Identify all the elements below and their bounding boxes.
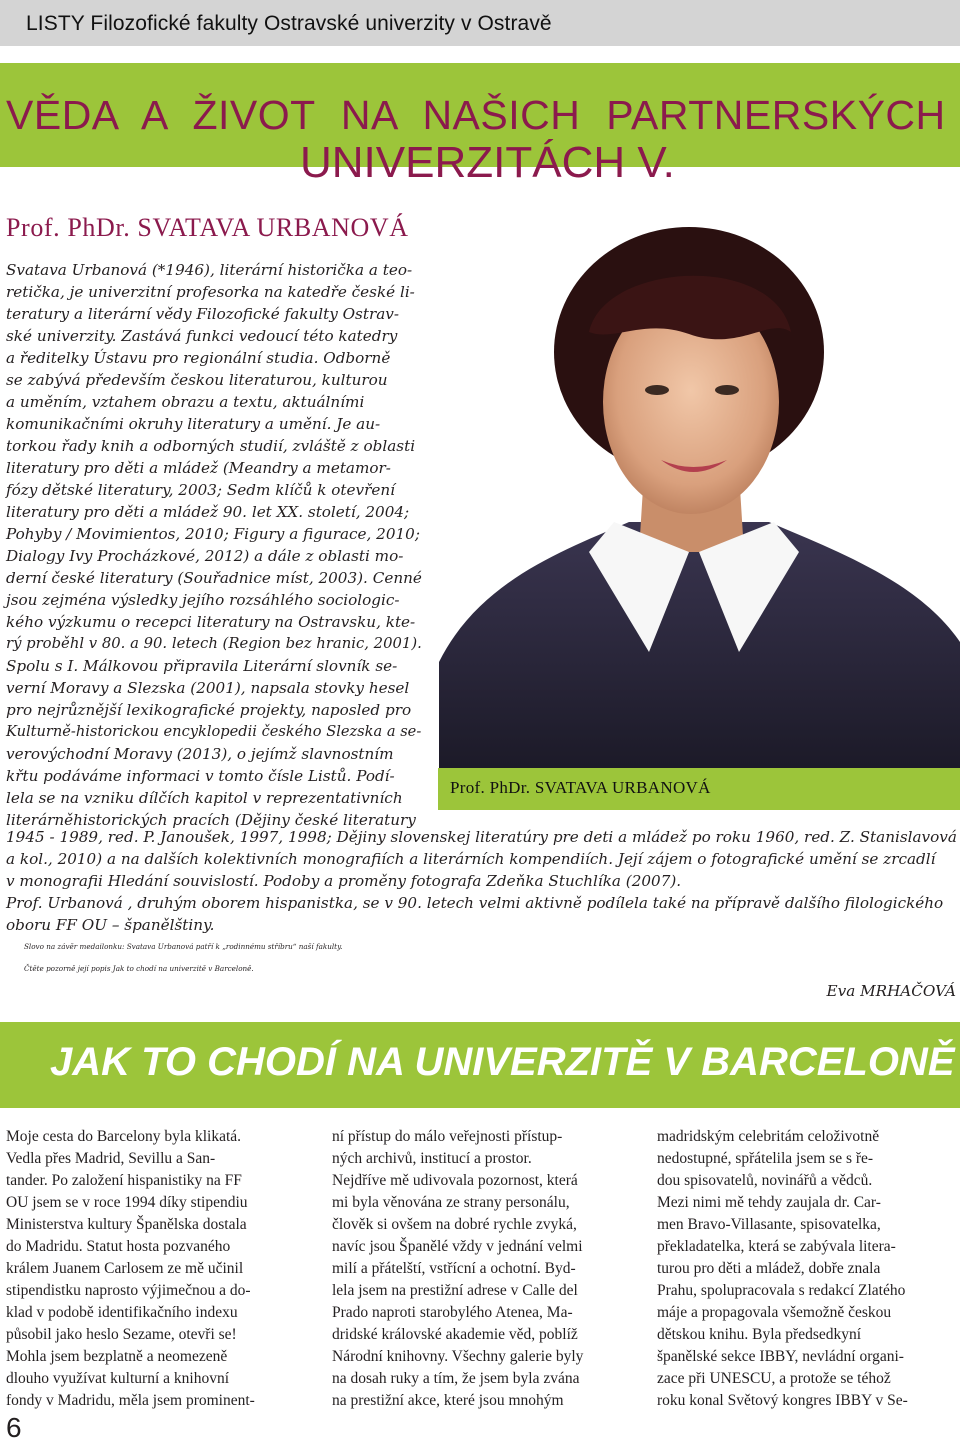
- bio-line: teratury a literární vědy Filozofické fakulty Ostrav-: [6, 305, 399, 323]
- column-line: ní přístup do málo veřejnosti přístup-: [332, 1128, 563, 1145]
- column-line: stipendistku naprosto výjimečnou a do-: [6, 1282, 251, 1299]
- column-line: na dosah ruky a tím, že jsem byla zvána: [332, 1370, 580, 1387]
- bio-line: lela se na vzniku dílčích kapitol v reprezentativních: [6, 789, 403, 807]
- column-line: mi byla věnována ze strany personálu,: [332, 1194, 570, 1211]
- column-line: Moje cesta do Barcelony byla klikatá.: [6, 1128, 242, 1145]
- column-line: fondy v Madridu, měla jsem prominent-: [6, 1392, 255, 1409]
- photo-caption-band: [438, 768, 960, 810]
- second-article-title: JAK TO CHODÍ NA UNIVERZITĚ V BARCELONĚ: [50, 1040, 955, 1084]
- bio-line: verní Moravy a Slezska (2001), napsala stovky hesel: [6, 679, 410, 697]
- bio-line: verovýchodní Moravy (2013), o jejímž slavnostním: [6, 745, 394, 763]
- bio-line: Dialogy Ivy Procházkové, 2012) a dále z oblasti mo-: [6, 547, 404, 565]
- bio-line: a ředitelky Ústavu pro regionální studia. Odborně: [6, 349, 391, 367]
- column-line: OU jsem se v roce 1994 díky stipendiu: [6, 1194, 248, 1211]
- column-line: Mohla jsem bezplatně a neomezeně: [6, 1348, 228, 1365]
- journal-header-bar: [0, 0, 960, 46]
- bio-wide-line: oboru FF OU – španělštiny.: [6, 916, 215, 934]
- column-line: dridské královské akademie věd, poblíž: [332, 1326, 578, 1343]
- column-line: Mezi nimi mě tehdy zaujala dr. Car-: [657, 1194, 881, 1211]
- bio-wide-line: v monografii Hledání souvislostí. Podoby a proměny fotografa Zdeňka Stuchlíka (2007).: [6, 872, 682, 890]
- article-column-middle: [332, 1126, 638, 1412]
- bio-line: komunikačními okruhy literatury a umění. Je au-: [6, 415, 381, 433]
- column-line: máje a propagovala všemožně českou: [657, 1304, 892, 1321]
- column-line: tander. Po založení hispanistiky na FF: [6, 1172, 242, 1189]
- column-line: zace při UNESCU, a protože se téhož: [657, 1370, 891, 1387]
- column-line: ných archivů, institucí a prostor.: [332, 1150, 532, 1167]
- bio-wide-line: Čtěte pozorně její popis Jak to chodí na univerzitě v Barceloně.: [24, 964, 254, 973]
- column-line: Vedla přes Madrid, Sevillu a San-: [6, 1150, 216, 1167]
- bio-wide-line: a kol., 2010) a na dalších kolektivních monografiích a literárních kompendiích. Její zájem o fotografické umění se zrcadlí: [6, 850, 936, 868]
- column-line: roku konal Světový kongres IBBY v Se-: [657, 1392, 908, 1409]
- bio-line: pro nejrůznější lexikografické projekty, naposled pro: [6, 701, 412, 719]
- column-line: nedostupné, spřátelila jsem se s ře-: [657, 1150, 874, 1167]
- bio-line: křtu podáváme informaci v tomto čísle Listů. Podí-: [6, 767, 395, 785]
- page-number: 6: [6, 1412, 22, 1443]
- bio-wide-line: Prof. Urbanová , druhým oborem hispanistka, se v 90. letech velmi aktivně podílela také na přípravě dalšího filologického: [6, 894, 944, 912]
- bio-line: se zabývá především českou literaturou, kulturou: [6, 371, 388, 389]
- column-line: dětskou knihu. Byla předsedkyní: [657, 1326, 862, 1343]
- column-line: Prado naproti starobylého Atenea, Ma-: [332, 1304, 573, 1321]
- column-line: dou spisovatelů, novinářů a vědců.: [657, 1172, 873, 1189]
- column-line: turou pro děti a mládež, dobře znala: [657, 1260, 881, 1277]
- second-title-band: [0, 1022, 960, 1108]
- main-title-line2: UNIVERZITÁCH V.: [300, 138, 675, 187]
- bio-line: Kulturně-historickou encyklopedii českého Slezska a se-: [6, 723, 422, 740]
- column-line: působil jako heslo Sezame, otevři se!: [6, 1326, 237, 1343]
- portrait-illustration: [439, 222, 960, 768]
- author-bio: [6, 259, 421, 831]
- bio-line: rý proběhl v 80. a 90. letech (Region bez hranic, 2001).: [6, 635, 422, 652]
- bio-line: literárněhistorických pracích (Dějiny české literatury: [6, 811, 416, 829]
- article-signature: Eva MRHAČOVÁ: [826, 982, 956, 1000]
- journal-title: LISTY Filozofické fakulty Ostravské univerzity v Ostravě: [26, 12, 552, 35]
- column-line: králem Juanem Carlosem ze mě učinil: [6, 1260, 244, 1277]
- bio-line: literatury pro děti a mládež 90. let XX. století, 2004;: [6, 503, 410, 521]
- column-line: navíc jsou Španělé vždy v jednání velmi: [332, 1238, 583, 1255]
- column-line: na prestižní akce, které jsou mnohým: [332, 1392, 564, 1409]
- main-title-line1: VĚDA A ŽIVOT NA NAŠICH PARTNERSKÝCH: [6, 92, 946, 138]
- bio-line: kého výzkumu o recepci literatury na Ostravsku, kte-: [6, 613, 416, 631]
- bio-line: retička, je univerzitní profesorka na katedře české li-: [6, 283, 415, 301]
- column-line: překladatelka, která se zabývala litera-: [657, 1238, 896, 1255]
- article-column-right: [657, 1126, 960, 1412]
- column-line: Prahu, spolupracovala s redakcí Zlatého: [657, 1282, 906, 1299]
- column-line: lela jsem na prestižní adrese v Calle del: [332, 1282, 578, 1299]
- column-line: madridským celebritám celoživotně: [657, 1128, 880, 1145]
- column-line: Ministerstva kultury Španělska dostala: [6, 1216, 247, 1233]
- article-column-left: [6, 1126, 311, 1412]
- bio-line: torkou řady knih a odborných studií, zvláště z oblasti: [6, 437, 416, 455]
- photo-caption: Prof. PhDr. SVATAVA URBANOVÁ: [450, 778, 711, 797]
- bio-wide-line: Slovo na závěr medailonku: Svatava Urbanová patří k „rodinnému stříbru“ naší fakulty.: [24, 942, 343, 951]
- bio-wide-line: 1945 - 1989, red. P. Janoušek, 1997, 1998; Dějiny slovenskej literatúry pre deti a mládež po roku 1960, red. Z. Stanislavová: [6, 828, 957, 846]
- column-line: Nejdříve mě udivovala pozornost, která: [332, 1172, 578, 1189]
- bio-line: a uměním, vztahem obrazu a textu, aktuálními: [6, 393, 365, 411]
- column-line: Národní knihovny. Všechny galerie byly: [332, 1348, 584, 1365]
- column-line: men Bravo-Villasante, spisovatelka,: [657, 1216, 881, 1233]
- bio-line: Spolu s I. Málkovou připravila Literární slovník se-: [6, 657, 398, 675]
- column-line: milí a přátelští, vstřícní a ochotní. Byd-: [332, 1260, 576, 1277]
- author-heading: Prof. PhDr. SVATAVA URBANOVÁ: [6, 213, 409, 242]
- bio-line: fózy dětské literatury, 2003; Sedm klíčů k otevření: [6, 481, 395, 499]
- bio-line: derní české literatury (Souřadnice míst, 2003). Cenné: [6, 569, 422, 587]
- bio-line: ské univerzity. Zastává funkci vedoucí této katedry: [6, 327, 398, 345]
- column-line: španělské sekce IBBY, nevládní organi-: [657, 1348, 904, 1365]
- column-line: klad v podobě identifikačního indexu: [6, 1304, 238, 1321]
- column-line: do Madridu. Statut hosta pozvaného: [6, 1238, 231, 1255]
- author-bio-continued: [6, 826, 956, 980]
- author-portrait-image: [439, 222, 960, 768]
- bio-line: literatury pro děti a mládež (Meandry a metamor-: [6, 459, 391, 477]
- column-line: dlouho využívat kulturní a knihovní: [6, 1370, 230, 1387]
- bio-line: Pohyby / Movimientos, 2010; Figury a figurace, 2010;: [6, 525, 420, 543]
- bio-line: jsou zejména výsledky jejího rozsáhlého sociologic-: [6, 591, 400, 609]
- column-line: člověk si ovšem na dobré rychle zvyká,: [332, 1216, 577, 1233]
- bio-line: Svatava Urbanová (*1946), literární historička a teo-: [6, 261, 413, 279]
